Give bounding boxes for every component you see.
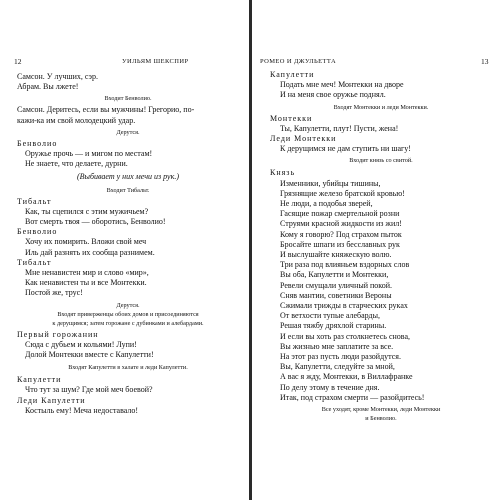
verse-line: Как, ты сцепился с этим мужичьем? bbox=[25, 206, 149, 216]
verse-line: И выслушайте княжескую волю. bbox=[280, 250, 392, 260]
running-head: РОМЕО И ДЖУЛЬЕТТА bbox=[260, 58, 337, 65]
stage-direction: Входит князь со свитой. bbox=[349, 157, 413, 165]
verse-line: Струями красной жидкости из жил! bbox=[280, 219, 402, 229]
verse-line: Иль дай разнять их сообща разнимем. bbox=[25, 247, 155, 257]
verse-line: Долой Монтекки вместе с Капулетти! bbox=[25, 350, 154, 360]
verse-line: Сюда с дубьем и кольями! Лупи! bbox=[25, 339, 137, 349]
speaker-name: Капулетти bbox=[270, 70, 315, 79]
verse-line: Вы, Капулетти, следуйте за мной, bbox=[280, 362, 395, 372]
verse-line: От ветхости тупые алебарды, bbox=[280, 311, 380, 321]
speech-line: Самсон. У лучших, сэр. bbox=[17, 72, 98, 81]
verse-line: Грязнящие железо братской кровью! bbox=[280, 188, 405, 198]
verse-line: А вас я жду, Монтекки, в Виллафранке bbox=[280, 372, 413, 382]
left-page bbox=[0, 0, 249, 500]
verse-line: Сняв мантии, советники Вероны bbox=[280, 290, 392, 300]
verse-line: Не люди, а подобья зверей, bbox=[280, 199, 373, 209]
verse-line: Сжимали трижды в старческих руках bbox=[280, 301, 408, 311]
verse-line: Вы жизнью мне заплатите за все. bbox=[280, 341, 394, 351]
verse-line: Вот смерть твоя — оборотись, Бенволио! bbox=[25, 217, 166, 227]
speaker-name: Капулетти bbox=[17, 375, 62, 385]
verse-line: Хочу их помирить. Вложи свой меч bbox=[25, 237, 147, 247]
stage-direction: Входят Капулетти в халате и леди Капулетти. bbox=[68, 364, 188, 372]
stage-direction: Входит Бенволио. bbox=[104, 95, 152, 103]
verse-line: Костыль ему! Меча недоставало! bbox=[25, 405, 139, 415]
speech-line: Самсон. Деритесь, если вы мужчины! Грегорио, по- bbox=[17, 105, 195, 115]
speaker-name: Бенволио bbox=[17, 138, 58, 148]
stage-direction: Дерутся. bbox=[116, 128, 140, 136]
verse-line: Решая тяжбу дряхлой старины. bbox=[280, 321, 387, 331]
verse-line: Изменники, убийцы тишины, bbox=[280, 178, 381, 188]
verse-line: Оружье прочь — и мигом по местам! bbox=[25, 149, 153, 159]
verse-line: Вы оба, Капулетти и Монтекки, bbox=[280, 270, 389, 280]
play-text bbox=[17, 72, 239, 416]
play-text bbox=[270, 70, 492, 423]
stage-direction: и Бенволио. bbox=[365, 415, 397, 423]
page-number: 12 bbox=[14, 57, 22, 66]
verse-line: Кому я говорю? Под страхом пыток bbox=[280, 229, 402, 239]
running-head: УИЛЬЯМ ШЕКСПИР bbox=[122, 58, 189, 65]
speaker-name: Монтекки bbox=[270, 113, 313, 123]
speaker-name: Бенволио bbox=[17, 227, 58, 237]
verse-line: По делу этому в течение дня. bbox=[280, 382, 380, 392]
stage-direction: Входят Монтекки и леди Монтекки. bbox=[333, 103, 429, 111]
stage-direction: Все уходят, кроме Монтекки, леди Монтекки bbox=[321, 406, 441, 414]
verse-line: Подать мне меч! Монтекки на дворе bbox=[280, 80, 404, 90]
stage-direction: к дерущимся; затем горожане с дубинками и алебардами. bbox=[52, 319, 204, 327]
speaker-name: Леди Капулетти bbox=[17, 395, 86, 405]
verse-line: Ревели смущали уличный покой. bbox=[280, 280, 393, 290]
verse-line: Бросайте шпаги из бесславных рук bbox=[280, 239, 400, 249]
verse-line: Ты, Капулетти, плут! Пусти, жена! bbox=[280, 123, 399, 133]
verse-line: Три раза под влияньем вздорных слов bbox=[280, 260, 410, 270]
verse-line: Постой же, трус! bbox=[25, 288, 83, 298]
speaker-name: Леди Монтекки bbox=[270, 134, 337, 144]
stage-direction: (Выбивает у них мечи из рук.) bbox=[76, 172, 180, 182]
verse-line: Как ненавистен ты и все Монтекки. bbox=[25, 278, 147, 288]
stage-direction: Дерутся. bbox=[116, 301, 140, 309]
stage-direction: Входит Тибальт. bbox=[106, 186, 150, 194]
verse-line: Не знаете, что делаете, дурни. bbox=[25, 159, 128, 169]
verse-line: Мне ненавистен мир и слово «мир», bbox=[25, 268, 149, 278]
verse-line: На этот раз пусть люди разойдутся. bbox=[280, 352, 401, 362]
speaker-name: Тибальт bbox=[17, 196, 52, 206]
speaker-name: Тибальт bbox=[17, 257, 52, 267]
speech-line: кажи-ка им свой молодецкий удар. bbox=[17, 115, 136, 125]
speech-line: Абрам. Вы лжете! bbox=[17, 82, 79, 92]
verse-line: И на меня свое оружье поднял. bbox=[280, 90, 386, 100]
page-number: 13 bbox=[481, 57, 489, 66]
speaker-name: Первый горожанин bbox=[17, 329, 99, 339]
verse-line: Итак, под страхом смерти — разойдитесь! bbox=[280, 392, 425, 402]
speaker-name: Князь bbox=[270, 168, 296, 178]
verse-line: Гасящие пожар смертельной розни bbox=[280, 209, 400, 219]
verse-line: Что тут за шум? Где мой меч боевой? bbox=[25, 385, 153, 395]
right-page bbox=[252, 0, 500, 500]
verse-line: К дерущимся не дам ступить ни шагу! bbox=[280, 144, 411, 154]
stage-direction: Входят приверженцы обоих домов и присоединяются bbox=[57, 310, 199, 318]
verse-line: И если вы хоть раз столкнетесь снова, bbox=[280, 331, 410, 341]
